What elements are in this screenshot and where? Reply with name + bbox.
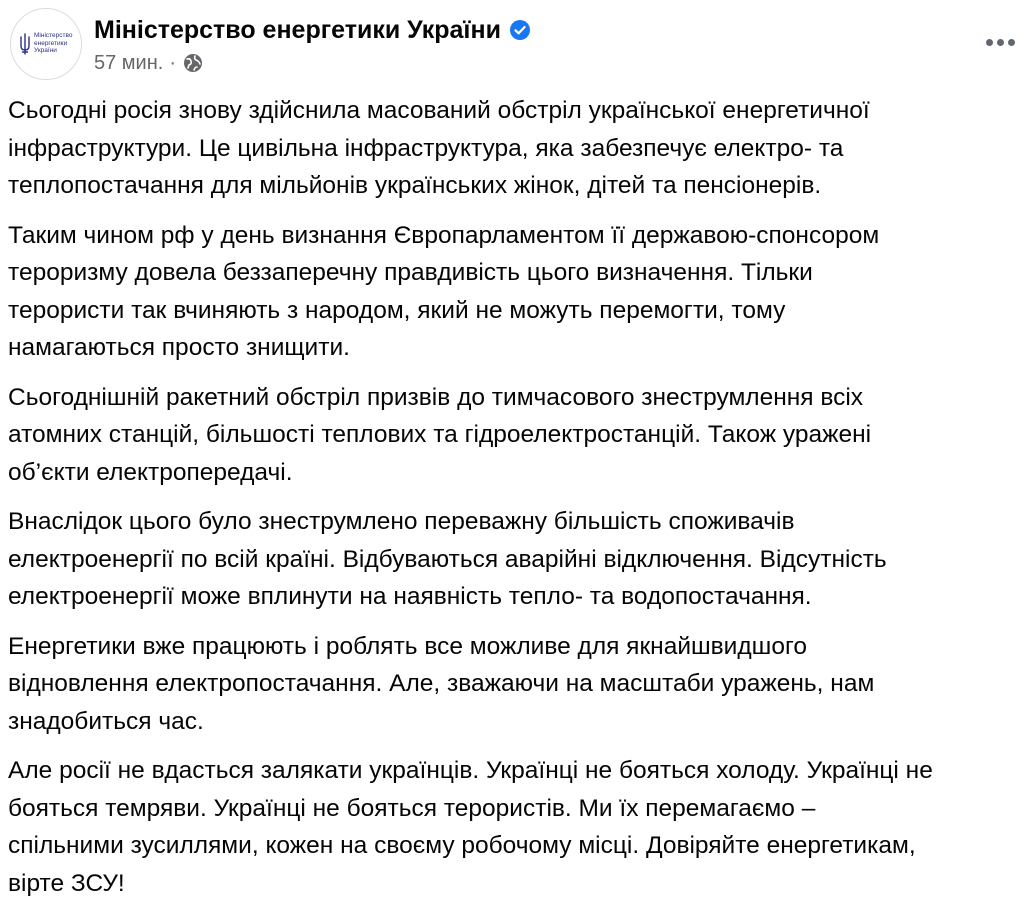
post-paragraph: Сьогоднішній ракетний обстріл призвів до тимчасового знеструмлення всіх атомних станцій, більшості теплових та гідроелектростанцій. Також уражені об’єкти електропередачі. [8, 383, 872, 486]
page-name-row [94, 14, 531, 46]
more-dot [1008, 39, 1015, 46]
page-name-link[interactable]: Міністерство енергетики України [94, 16, 501, 44]
post-header [8, 6, 1024, 84]
avatar-logo [19, 29, 77, 61]
post-paragraph: Але росії не вдасться залякати українців. Українці не бояться холоду. Українці не бояться темряви. Українці не бояться терористів. Ми їх перемагаємо – спільними зусиллями, кожен на своєму робочому місці. Довіряйте енергетикам, вірте ЗСУ! [8, 757, 933, 897]
meta-separator: · [169, 51, 176, 74]
globe-icon[interactable] [182, 52, 204, 74]
more-dot [986, 39, 993, 46]
post-meta [94, 50, 204, 76]
avatar-label: Міністерство енергетики України [34, 32, 73, 54]
post-paragraph: Енергетики вже працюють і роблять все можливе для якнайшвидшого відновлення електропостачання. Але, зважаючи на масштаби уражень, нам знадобиться час. [8, 632, 875, 735]
more-options-button[interactable] [980, 28, 1020, 56]
more-dot [997, 39, 1004, 46]
page-avatar[interactable] [10, 8, 82, 80]
post-paragraph: Внаслідок цього було знеструмлено переважну більшість споживачів електроенергії по всій країні. Відбуваються аварійні відключення. Відсутність електроенергії може вплинути на наявність тепло- та водопостачання. [8, 508, 887, 610]
post-body [8, 92, 1024, 914]
post-timestamp[interactable]: 57 мин. [94, 51, 164, 74]
post-paragraph: Таким чином рф у день визнання Європарламентом її державою-спонсором тероризму довела беззаперечну правдивість цього визначення. Тільки терористи так вчиняють з народом, який не можуть перемогти, тому намагаються просто знищити. [8, 221, 880, 361]
verified-badge-icon [509, 19, 531, 41]
post-paragraph: Сьогодні росія знову здійснила масований обстріл української енергетичної інфраструктури. Це цивільна інфраструктура, яка забезпечує електро- та теплопостачання для мільйонів українських жінок, дітей та пенсіонерів. [8, 97, 870, 199]
trident-icon [19, 33, 31, 55]
